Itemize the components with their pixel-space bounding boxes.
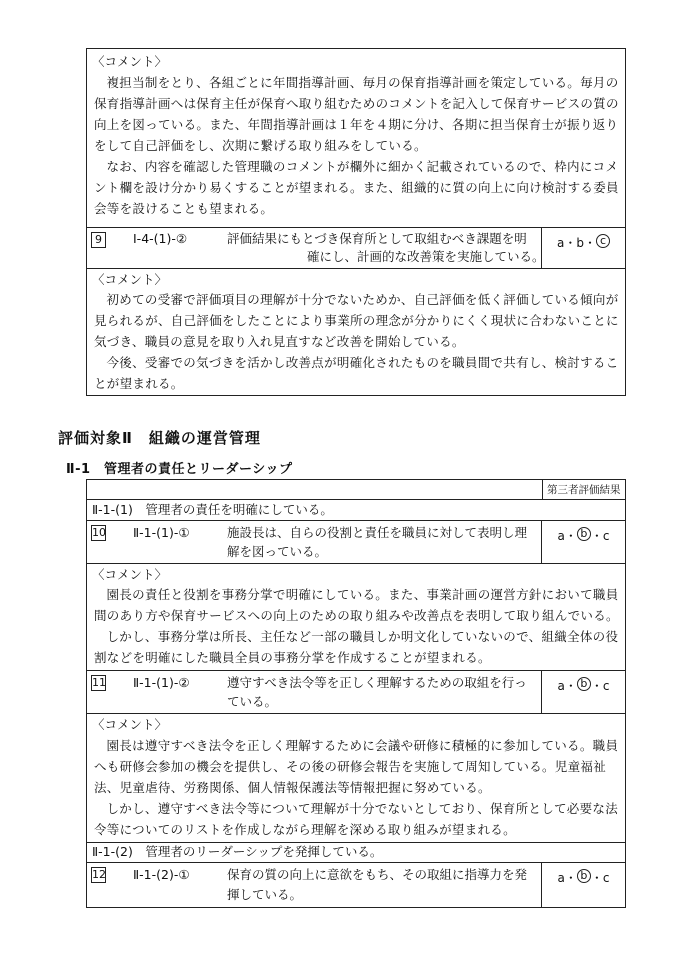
comment-text-3 — [94, 584, 620, 668]
comment-label: 〈コメント〉 — [92, 567, 168, 582]
item-text-line2: 確にし、計画的な改善策を実施している。 — [307, 249, 545, 264]
comment-label: 〈コメント〉 — [92, 272, 168, 287]
item-text-line1: 遵守すべき法令等を正しく理解するための取組を行っ — [227, 675, 527, 690]
subcategory-title-1: Ⅱ-1-(1) 管理者の責任を明確にしている。 — [92, 502, 333, 517]
item-number: 12 — [92, 868, 106, 881]
results-header-row — [86, 479, 626, 500]
section-title: 評価対象Ⅱ 組織の運営管理 — [58, 429, 261, 447]
item-code: Ⅱ-1-(2)-① — [133, 867, 190, 882]
rating-options: ・c — [590, 871, 610, 885]
item-text-line2: 揮している。 — [227, 887, 303, 902]
selected-rating: b — [577, 677, 591, 691]
rating-cell — [541, 521, 625, 563]
comment-paragraph: 園長の責任と役割を事務分掌で明確にしている。また、事業計画の運営方針において職員間のあり方や保育サービスへの向上のための取り組みや改善点を表明して取り組んでいる。 — [94, 587, 619, 623]
rating-options: a・ — [557, 871, 577, 885]
item-code: Ⅱ-1-(1)-① — [133, 525, 190, 540]
comment-paragraph: 初めての受審で評価項目の理解が十分でないためか、自己評価を低く評価している傾向が見られるが、自己評価をしたことにより事業所の理念が分かりにくく現状に合わないことに気づき、職員の意見を取り入れ見直すなど改善を開始している。 — [94, 292, 619, 349]
rating-cell — [541, 228, 625, 268]
subcategory-title-2: Ⅱ-1-(2) 管理者のリーダーシップを発揮している。 — [92, 844, 383, 859]
rating-options: ・c — [590, 679, 610, 693]
comment-label: 〈コメント〉 — [92, 54, 168, 69]
item-number: 10 — [92, 526, 106, 539]
item-text-line2: ている。 — [227, 694, 278, 709]
item-code: Ⅰ-4-(1)-② — [133, 231, 188, 246]
item-number: 9 — [91, 232, 106, 248]
item-row-11 — [86, 670, 626, 714]
item-text-line1: 施設長は、自らの役割と責任を職員に対して表明し理 — [227, 525, 528, 540]
subsection-title: Ⅱ-1 管理者の責任とリーダーシップ — [66, 462, 293, 477]
comment-paragraph: 園長は遵守すべき法令を正しく理解するために会議や研修に積極的に参加している。職員へも研修会参加の機会を提供し、その後の研修会報告を実施して周知している。児童福祉法、児童虐待、労務関係、個人情報保護法等情報把握に努めている。 — [94, 738, 619, 795]
comment-paragraph: 今後、受審での気づきを活かし改善点が明確化されたものを職員間で共有し、検討することが望まれる。 — [94, 355, 619, 391]
item-row-12 — [86, 862, 626, 908]
item-code: Ⅱ-1-(1)-② — [133, 675, 190, 690]
item-row-10 — [86, 520, 626, 564]
rating-options: a・b・ — [557, 236, 596, 250]
comment-text-2 — [94, 289, 620, 394]
rating-options: a・ — [557, 529, 577, 543]
comment-paragraph: なお、内容を確認した管理職のコメントが欄外に細かく記載されているので、枠内にコメント欄を設け分かり易くすることが望まれる。また、組織的に質の向上に向け検討する委員会等を設けることも望まれる。 — [94, 159, 619, 216]
results-header-label: 第三者評価結果 — [547, 484, 621, 496]
comment-paragraph: しかし、遵守すべき法令等について理解が十分でないとしており、保育所として必要な法令等についてのリストを作成しながら理解を深める取り組みが望まれる。 — [94, 801, 619, 837]
selected-rating: b — [577, 527, 591, 541]
comment-text-1 — [94, 72, 620, 219]
selected-rating: b — [577, 869, 591, 883]
item-text-line2: 解を図っている。 — [227, 544, 328, 559]
rating-options: a・ — [557, 679, 577, 693]
comment-paragraph: しかし、事務分掌は所長、主任など一部の職員しか明文化していないので、組織全体の役割などを明確にした職員全員の事務分掌を作成することが望まれる。 — [94, 629, 619, 665]
rating-options: ・c — [590, 529, 610, 543]
header-divider — [542, 479, 543, 500]
item-row-9 — [86, 227, 626, 269]
rating-cell — [541, 671, 625, 713]
comment-label: 〈コメント〉 — [92, 717, 168, 732]
item-number: 11 — [92, 676, 106, 689]
comment-text-4 — [94, 735, 620, 840]
selected-rating: c — [596, 234, 610, 248]
item-text-line1: 評価結果にもとづき保育所として取組むべき課題を明 — [227, 231, 527, 246]
rating-cell — [541, 863, 625, 907]
item-text-line1: 保育の質の向上に意欲をもち、その取組に指導力を発 — [227, 867, 528, 882]
comment-paragraph: 複担当制をとり、各組ごとに年間指導計画、毎月の保育指導計画を策定している。毎月の保育指導計画へは保育主任が保育へ取り組むためのコメントを記入して保育サービスの質の向上を図っている。また、年間指導計画は１年を４期に分け、各期に担当保育士が振り返りをして自己評価をし、次期に繋げる取り組みをしている。 — [94, 75, 619, 153]
